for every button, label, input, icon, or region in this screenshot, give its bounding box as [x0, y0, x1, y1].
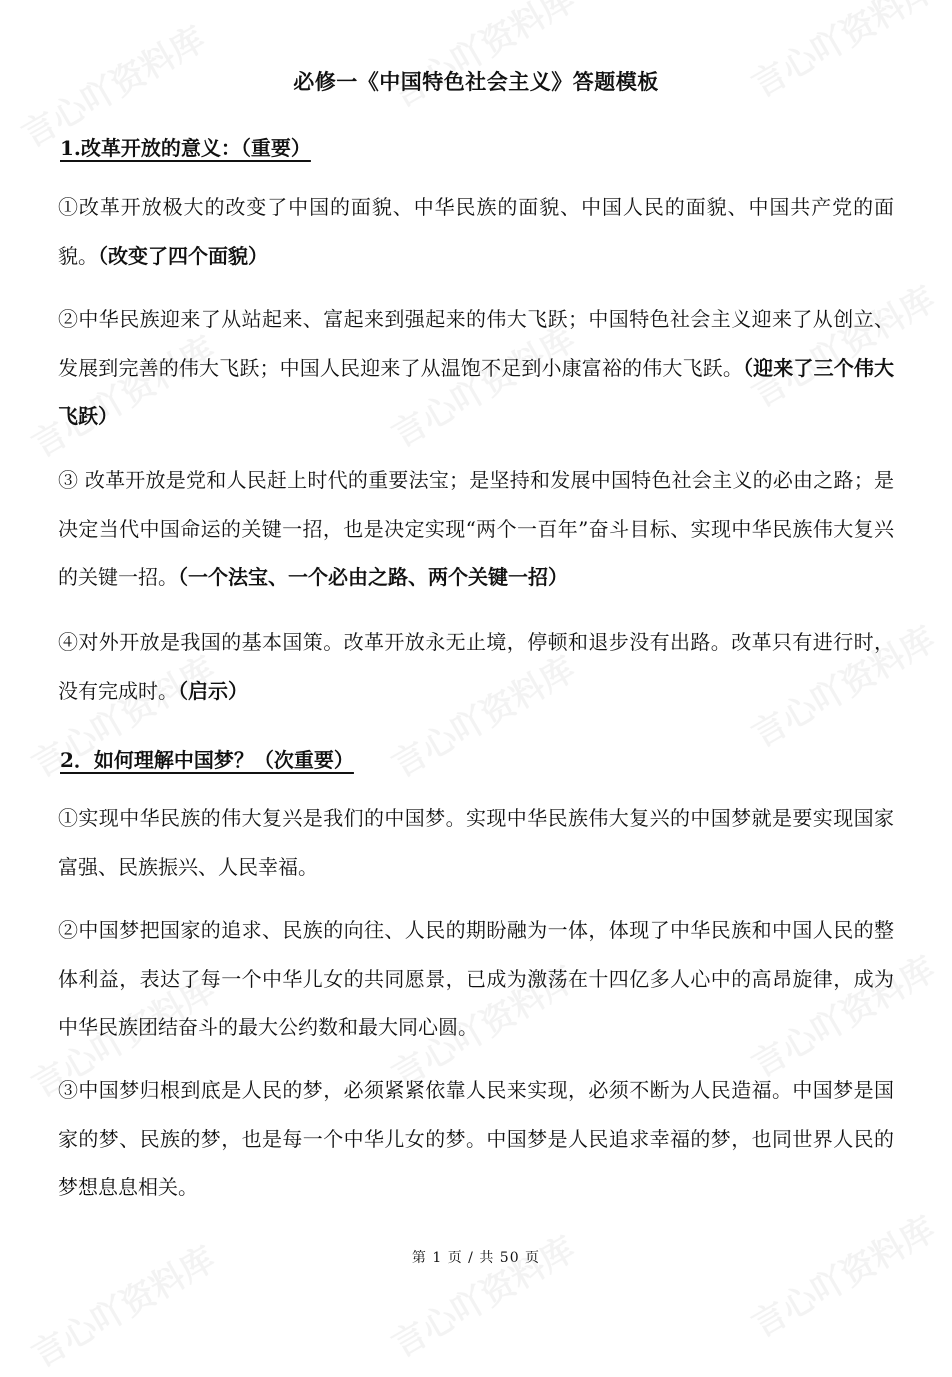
- paragraph-tag: （迎来了三个伟大飞跃）: [58, 355, 895, 428]
- paragraph: [58, 456, 894, 602]
- paragraph: [58, 183, 894, 280]
- paragraph-tag: （启示）: [178, 678, 248, 703]
- paragraph: [58, 1066, 894, 1212]
- watermark: [381, 1222, 582, 1366]
- paragraph: [58, 295, 894, 441]
- paragraph-tag: （改变了四个面貌）: [98, 243, 268, 268]
- paragraph: [58, 906, 894, 1052]
- paragraph: [58, 618, 894, 715]
- paragraph-text: ③ 改革开放是党和人民赶上时代的重要法宝；是坚持和发展中国特色社会主义的必由之路；是决定当代中国命运的关键一招，也是决定实现“两个一百年”奋斗目标、实现中华民族伟大复兴的关键一招。: [58, 468, 894, 589]
- watermark: [381, 0, 582, 117]
- paragraph-text: ①改革开放极大的改变了中国的面貌、中华民族的面貌、中国人民的面貌、中国共产党的面貌。: [58, 195, 894, 268]
- page-title: 必修一《中国特色社会主义》答题模板: [293, 69, 659, 94]
- paragraph-text: ①实现中华民族的伟大复兴是我们的中国梦。实现中华民族伟大复兴的中国梦就是要实现国家富强、民族振兴、人民幸福。: [58, 806, 894, 879]
- paragraph-text: ③中国梦归根到底是人民的梦，必须紧紧依靠人民来实现，必须不断为人民造福。中国梦是国家的梦、民族的梦，也是每一个中华儿女的梦。中国梦是人民追求幸福的梦，也同世界人民的梦想息息相关。: [58, 1078, 894, 1199]
- paragraph: [58, 794, 894, 891]
- paragraph-text: ④对外开放是我国的基本国策。改革开放永无止境，停顿和退步没有出路。改革只有进行时，没有完成时。: [58, 630, 894, 703]
- watermark: [741, 1202, 942, 1346]
- paragraph-text: ②中国梦把国家的追求、民族的向往、人民的期盼融为一体，体现了中华民族和中国人民的整体利益，表达了每一个中华儿女的共同愿景，已成为激荡在十四亿多人心中的高昂旋律，成为中华民族团结奋斗的最大公约数和最大同心圆。: [58, 918, 894, 1039]
- paragraph-tag: （一个法宝、一个必由之路、两个关键一招）: [178, 565, 568, 589]
- page-footer: 第 1 页 / 共 50 页: [411, 1250, 541, 1266]
- paragraph-text: ②中华民族迎来了从站起来、富起来到强起来的伟大飞跃；中国特色社会主义迎来了从创立、发展到完善的伟大飞跃；中国人民迎来了从温饱不足到小康富裕的伟大飞跃。: [58, 307, 894, 380]
- section-heading: 2．如何理解中国梦？（次重要）: [60, 748, 354, 772]
- section-heading: 1.改革开放的意义：（重要）: [60, 136, 311, 160]
